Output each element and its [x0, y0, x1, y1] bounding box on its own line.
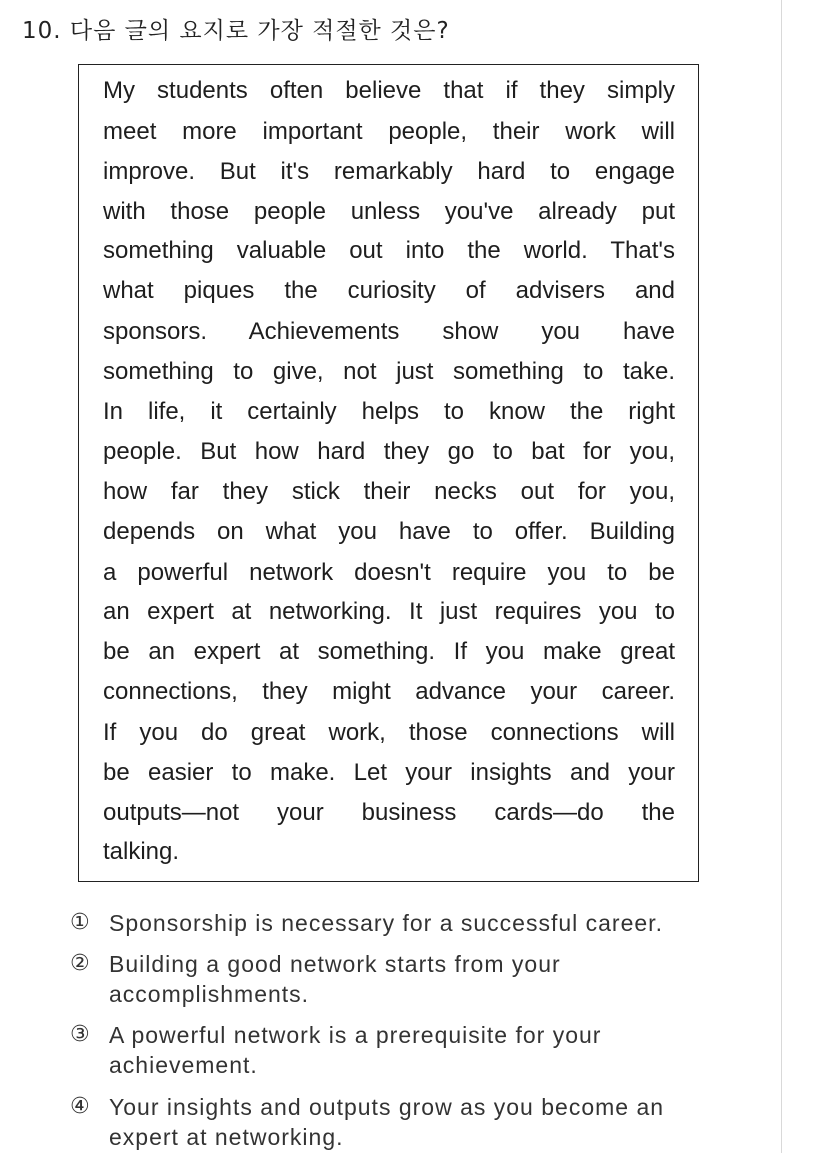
- passage-line: My students often believe that if they simply: [103, 77, 675, 104]
- passage-line: something valuable out into the world. That's: [103, 237, 675, 264]
- option-1-marker: ①: [70, 910, 90, 935]
- passage-line: a powerful network doesn't require you to be: [103, 559, 675, 586]
- option-1-text: Sponsorship is necessary for a successful career.: [109, 910, 663, 936]
- question-heading: [22, 12, 450, 45]
- passage-line: be easier to make. Let your insights and your: [103, 759, 675, 786]
- option-4-text-continued: expert at networking.: [109, 1124, 344, 1150]
- passage-line: improve. But it's remarkably hard to engage: [103, 158, 675, 185]
- passage-line: something to give, not just something to take.: [103, 358, 675, 385]
- passage-line: meet more important people, their work will: [103, 118, 675, 145]
- page-edge-divider: [781, 0, 782, 1153]
- passage-line: what piques the curiosity of advisers and: [103, 277, 675, 304]
- option-2-text: Building a good network starts from your: [109, 951, 561, 977]
- passage-line: be an expert at something. If you make great: [103, 638, 675, 665]
- passage-line: an expert at networking. It just requires you to: [103, 598, 675, 625]
- question-number: 10.: [22, 18, 62, 44]
- passage-line: how far they stick their necks out for you,: [103, 478, 675, 505]
- passage-line: sponsors. Achievements show you have: [103, 318, 675, 345]
- question-prompt: 다음 글의 요지로 가장 적절한 것은?: [69, 18, 450, 44]
- passage-line: In life, it certainly helps to know the right: [103, 398, 675, 425]
- passage-line: talking.: [103, 838, 180, 865]
- option-4-text: Your insights and outputs grow as you become an: [109, 1094, 665, 1120]
- option-3-text: A powerful network is a prerequisite for your: [109, 1022, 602, 1048]
- option-2-marker: ②: [70, 951, 90, 976]
- option-2-text-continued: accomplishments.: [109, 981, 310, 1007]
- passage-line: outputs—not your business cards—do the: [103, 799, 675, 826]
- passage-line: If you do great work, those connections will: [103, 719, 675, 746]
- passage-line: depends on what you have to offer. Building: [103, 518, 675, 545]
- option-4-marker: ④: [70, 1094, 90, 1119]
- passage-line: people. But how hard they go to bat for you,: [103, 438, 675, 465]
- option-3-marker: ③: [70, 1022, 90, 1047]
- passage-line: with those people unless you've already put: [103, 198, 675, 225]
- option-3-text-continued: achievement.: [109, 1052, 258, 1078]
- passage-line: connections, they might advance your career.: [103, 678, 675, 705]
